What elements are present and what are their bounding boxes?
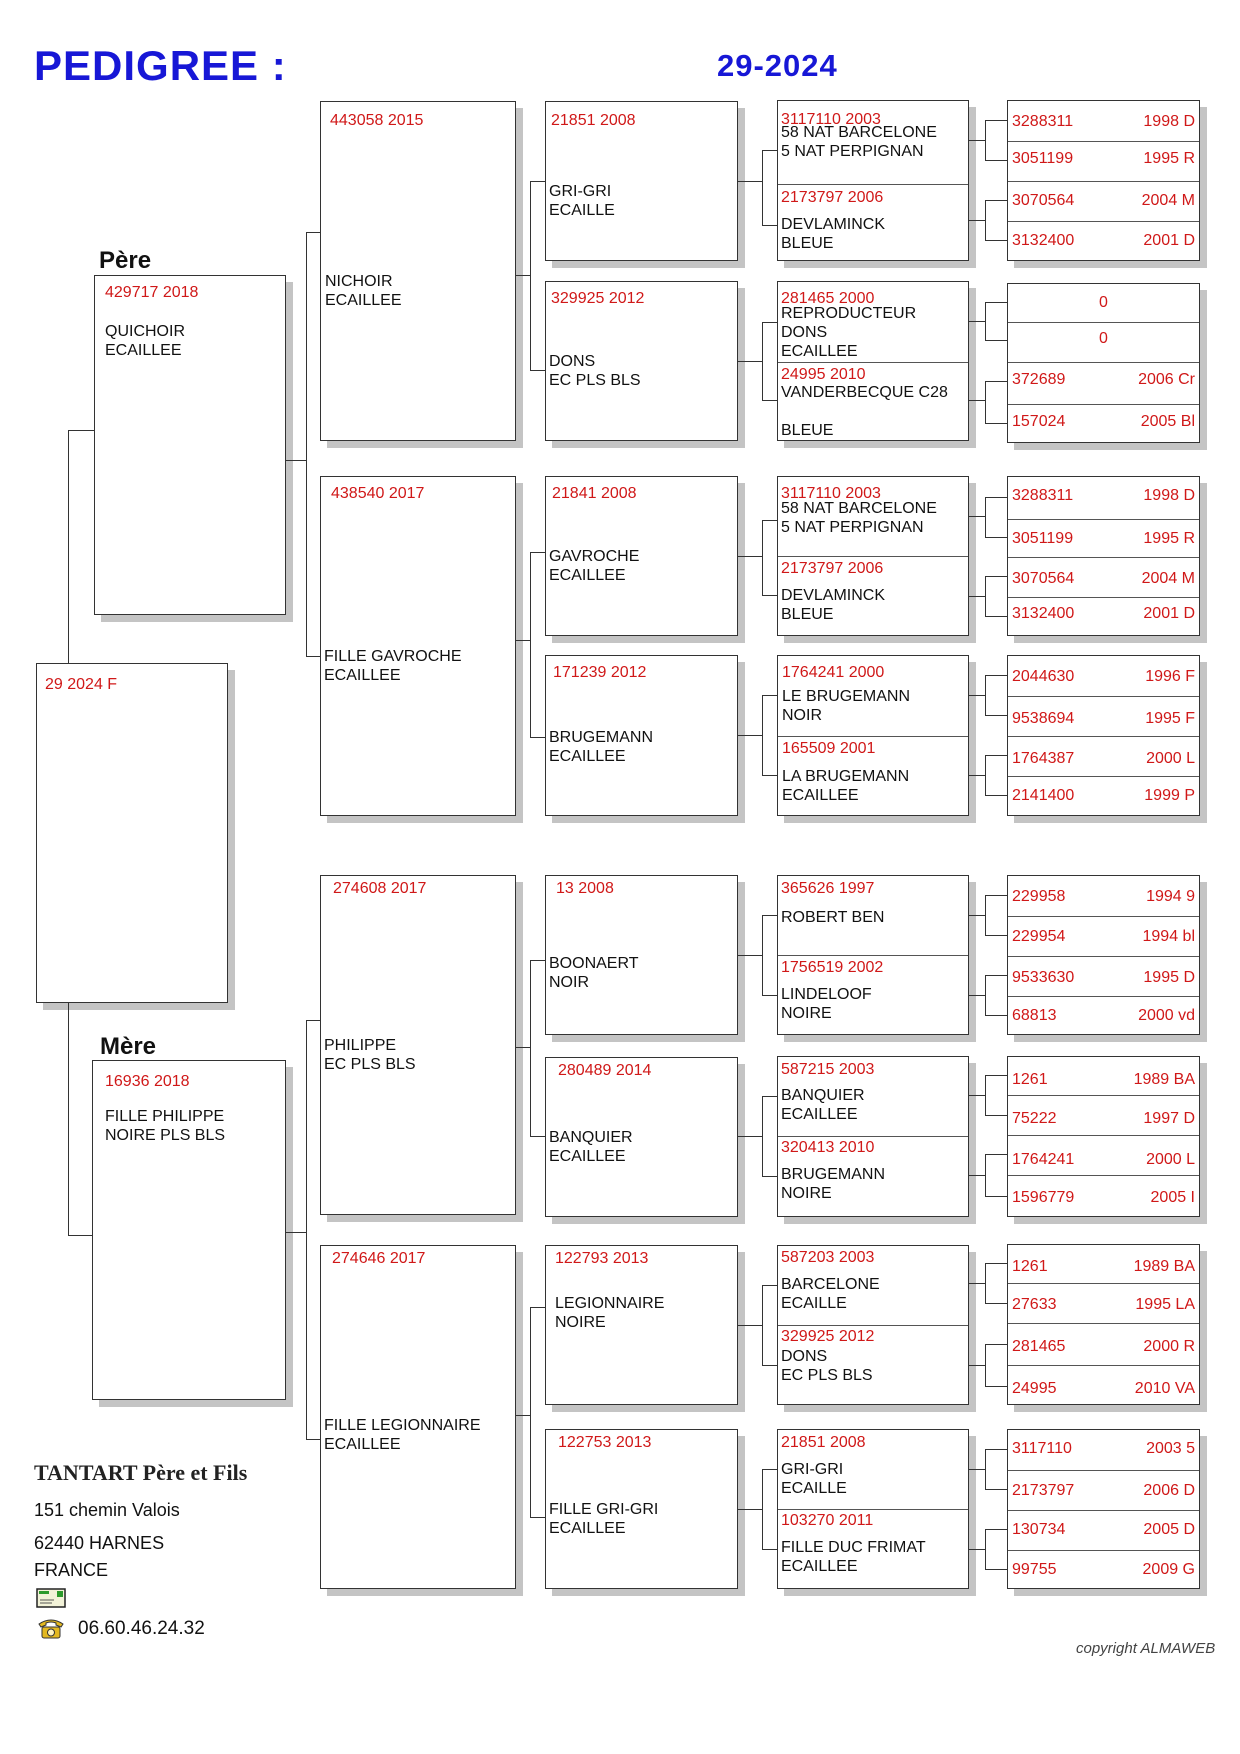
g4-divider (778, 1509, 968, 1510)
ggp-ring: 122793 2013 (555, 1250, 649, 1267)
g5-year: 0 (1099, 294, 1108, 311)
g5-ring: 3051199 (1012, 150, 1074, 167)
g5-box-6 (1007, 1056, 1200, 1217)
ggp-box-7 (545, 1245, 738, 1405)
g4-divider (778, 556, 968, 557)
g5-year: 2005 Bl (1140, 413, 1195, 430)
g5-year: 2004 M (1141, 192, 1195, 209)
g4-box-5 (777, 875, 969, 1035)
subject-ring: 29 2024 F (45, 676, 118, 693)
gp-box-3 (320, 875, 516, 1215)
g4-divider (778, 955, 968, 956)
g4-divider (778, 736, 968, 737)
telephone-icon (36, 1616, 66, 1640)
g4-bottom-ring: 24995 2010 (781, 366, 866, 383)
ggp-name: GRI-GRI ECAILLE (549, 183, 615, 219)
g5-ring: 3288311 (1012, 113, 1074, 130)
breeder-country: FRANCE (34, 1560, 109, 1580)
ggp-box-6 (545, 1057, 738, 1217)
g5-year: 2000 vd (1138, 1007, 1195, 1024)
g4-box-6 (777, 1056, 969, 1217)
g5-box-1 (1007, 100, 1200, 261)
g5-year: 2001 D (1143, 232, 1195, 249)
g5-year: 1995 R (1143, 530, 1195, 547)
mother-box (92, 1060, 286, 1400)
g5-year: 1995 LA (1135, 1296, 1195, 1313)
g5-ring: 229958 (1012, 888, 1066, 905)
g5-box-3 (1007, 476, 1200, 636)
g4-bottom-ring: 2173797 2006 (781, 560, 884, 577)
g4-top-name: 58 NAT BARCELONE 5 NAT PERPIGNAN (781, 124, 937, 160)
g5-year: 1995 R (1143, 150, 1195, 167)
ggp-box-2 (545, 281, 738, 441)
g4-box-1 (777, 100, 969, 261)
g5-box-7 (1007, 1244, 1200, 1405)
ggp-box-8 (545, 1429, 738, 1589)
father-box (94, 275, 286, 615)
breeder-city: 62440 HARNES (34, 1533, 165, 1553)
g4-divider (778, 362, 968, 363)
gp-name: FILLE GAVROCHE ECAILLEE (324, 648, 462, 684)
g5-year: 2009 G (1142, 1561, 1195, 1578)
g5-ring: 68813 (1012, 1007, 1057, 1024)
g4-top-name: BANQUIER ECAILLEE (781, 1087, 865, 1123)
ggp-ring: 13 2008 (556, 880, 614, 897)
g5-year: 1994 bl (1142, 928, 1195, 945)
g4-divider (778, 1136, 968, 1137)
g4-top-ring: 3117110 2003 (781, 485, 881, 502)
g5-ring: 2141400 (1012, 787, 1075, 804)
g5-year: 1997 D (1143, 1110, 1195, 1127)
g5-ring: 2173797 (1012, 1482, 1075, 1499)
g5-box-4 (1007, 655, 1200, 816)
g4-bottom-name: VANDERBECQUE C28 BLEUE (781, 384, 948, 439)
copyright: copyright ALMAWEB (1076, 1640, 1216, 1657)
mother-label: Mère (100, 1033, 157, 1060)
g5-year: 2000 L (1146, 750, 1195, 767)
g4-box-3 (777, 476, 969, 636)
g4-divider (778, 184, 968, 185)
ggp-name: FILLE GRI-GRI ECAILLEE (549, 1501, 659, 1537)
g4-top-name: BARCELONE ECAILLE (781, 1276, 880, 1312)
g5-year: 2010 VA (1134, 1380, 1195, 1397)
gp-name: PHILIPPE EC PLS BLS (324, 1037, 416, 1073)
ggp-name: GAVROCHE ECAILLEE (549, 548, 640, 584)
gp-box-1 (320, 101, 516, 441)
g4-top-name: ROBERT BEN (781, 909, 885, 926)
g4-top-ring: 365626 1997 (781, 880, 875, 897)
ggp-box-1 (545, 101, 738, 261)
ggp-box-5 (545, 875, 738, 1035)
ggp-ring: 329925 2012 (551, 290, 645, 307)
g4-box-7 (777, 1245, 969, 1405)
g5-year: 1998 D (1143, 113, 1195, 130)
mother-ring: 16936 2018 (105, 1073, 190, 1090)
g5-year: 2006 D (1143, 1482, 1195, 1499)
ggp-box-3 (545, 476, 738, 636)
g4-bottom-ring: 1756519 2002 (781, 959, 884, 976)
g5-ring: 1764387 (1012, 750, 1075, 767)
g4-divider (778, 1325, 968, 1326)
g4-box-4 (777, 655, 969, 816)
g5-ring: 1596779 (1012, 1189, 1075, 1206)
father-label: Père (99, 247, 152, 274)
g5-year: 2005 I (1150, 1189, 1195, 1206)
ggp-ring: 171239 2012 (553, 664, 647, 681)
g4-top-ring: 587215 2003 (781, 1061, 875, 1078)
g5-year: 1989 BA (1133, 1071, 1195, 1088)
gp-name: NICHOIR ECAILLEE (325, 273, 402, 309)
gp-box-4 (320, 1245, 516, 1589)
g4-bottom-name: LA BRUGEMANN ECAILLEE (782, 768, 910, 804)
g4-box-2 (777, 281, 969, 441)
gp-ring: 443058 2015 (330, 112, 424, 129)
g5-ring: 2044630 (1012, 668, 1075, 685)
g5-ring: 9538694 (1012, 710, 1075, 727)
ggp-name: DONS EC PLS BLS (549, 353, 641, 389)
g5-year: 1994 9 (1146, 888, 1195, 905)
g5-year: 1995 F (1145, 710, 1195, 727)
g5-ring: 157024 (1012, 413, 1066, 430)
g4-bottom-ring: 2173797 2006 (781, 189, 884, 206)
ggp-ring: 280489 2014 (558, 1062, 652, 1079)
gp-ring: 274646 2017 (332, 1250, 426, 1267)
g5-year: 2000 L (1146, 1151, 1195, 1168)
ggp-name: BRUGEMANN ECAILLEE (549, 729, 654, 765)
g5-ring: 3070564 (1012, 192, 1075, 209)
g5-box-2 (1007, 283, 1200, 443)
breeder-street: 151 chemin Valois (34, 1500, 180, 1520)
g4-bottom-name: DEVLAMINCK BLEUE (781, 587, 886, 623)
g4-bottom-name: FILLE DUC FRIMAT ECAILLEE (781, 1539, 926, 1575)
g4-top-ring: 21851 2008 (781, 1434, 866, 1451)
g5-ring: 1764241 (1012, 1151, 1075, 1168)
page-title: PEDIGREE : (34, 42, 287, 89)
g5-ring: 24995 (1012, 1380, 1057, 1397)
g5-year: 0 (1099, 330, 1108, 347)
father-ring: 429717 2018 (105, 284, 199, 301)
g4-bottom-name: DEVLAMINCK BLEUE (781, 216, 886, 252)
g5-ring: 3117110 (1012, 1440, 1072, 1457)
g4-top-name: REPRODUCTEUR DONS ECAILLEE (781, 305, 917, 360)
gp-name: FILLE LEGIONNAIRE ECAILLEE (324, 1417, 481, 1453)
g4-top-name: LE BRUGEMANN NOIR (782, 688, 911, 724)
g5-ring: 3132400 (1012, 605, 1075, 622)
mother-name: FILLE PHILIPPE NOIRE PLS BLS (105, 1108, 226, 1144)
g4-bottom-name: BRUGEMANN NOIRE (781, 1166, 886, 1202)
ggp-ring: 21841 2008 (552, 485, 637, 502)
g5-ring: 3132400 (1012, 232, 1075, 249)
g5-ring: 372689 (1012, 371, 1066, 388)
breeder-phone: 06.60.46.24.32 (78, 1618, 205, 1639)
ggp-ring: 122753 2013 (558, 1434, 652, 1451)
g5-year: 1996 F (1145, 668, 1195, 685)
g5-year: 2003 5 (1146, 1440, 1195, 1457)
g4-bottom-ring: 320413 2010 (781, 1139, 875, 1156)
breeder-name: TANTART Père et Fils (34, 1460, 248, 1485)
g4-top-name: GRI-GRI ECAILLE (781, 1461, 847, 1497)
g5-ring: 3070564 (1012, 570, 1075, 587)
g4-top-ring: 587203 2003 (781, 1249, 875, 1266)
g5-ring: 75222 (1012, 1110, 1057, 1127)
g5-year: 2006 Cr (1138, 371, 1195, 388)
g5-ring: 229954 (1012, 928, 1066, 945)
g5-ring: 1261 (1012, 1071, 1048, 1088)
g4-bottom-ring: 165509 2001 (782, 740, 876, 757)
father-name: QUICHOIR ECAILLEE (105, 323, 185, 359)
g5-ring: 99755 (1012, 1561, 1057, 1578)
g4-top-ring: 1764241 2000 (782, 664, 885, 681)
pedigree-year: 29-2024 (717, 48, 838, 83)
g5-year: 2001 D (1143, 605, 1195, 622)
gp-ring: 274608 2017 (333, 880, 427, 897)
g4-bottom-ring: 329925 2012 (781, 1328, 875, 1345)
ggp-name: BOONAERT NOIR (549, 955, 639, 991)
g5-year: 2005 D (1143, 1521, 1195, 1538)
g5-year: 1989 BA (1133, 1258, 1195, 1275)
g5-ring: 3051199 (1012, 530, 1074, 547)
g4-top-ring: 281465 2000 (781, 290, 875, 307)
g5-ring: 281465 (1012, 1338, 1066, 1355)
g5-year: 1995 D (1143, 969, 1195, 986)
g5-ring: 3288311 (1012, 487, 1074, 504)
ggp-ring: 21851 2008 (551, 112, 636, 129)
ggp-name: LEGIONNAIRE NOIRE (555, 1295, 665, 1331)
g5-year: 2004 M (1141, 570, 1195, 587)
g5-year: 1998 D (1143, 487, 1195, 504)
g5-ring: 130734 (1012, 1521, 1066, 1538)
g5-year: 1999 P (1144, 787, 1195, 804)
g5-box-8 (1007, 1429, 1200, 1589)
envelope-icon (36, 1588, 66, 1608)
g4-bottom-name: LINDELOOF NOIRE (781, 986, 872, 1022)
gp-ring: 438540 2017 (331, 485, 425, 502)
g5-year: 2000 R (1143, 1338, 1195, 1355)
g4-bottom-ring: 103270 2011 (781, 1512, 874, 1529)
subject-box (36, 663, 228, 1003)
ggp-name: BANQUIER ECAILLEE (549, 1129, 633, 1165)
g4-box-8 (777, 1429, 969, 1589)
g5-ring: 1261 (1012, 1258, 1048, 1275)
g4-top-name: 58 NAT BARCELONE 5 NAT PERPIGNAN (781, 500, 937, 536)
gp-box-2 (320, 476, 516, 816)
g4-top-ring: 3117110 2003 (781, 111, 881, 128)
g5-ring: 27633 (1012, 1296, 1057, 1313)
g4-bottom-name: DONS EC PLS BLS (781, 1348, 873, 1384)
ggp-box-4 (545, 655, 738, 816)
g5-box-5 (1007, 875, 1200, 1035)
g5-ring: 9533630 (1012, 969, 1075, 986)
